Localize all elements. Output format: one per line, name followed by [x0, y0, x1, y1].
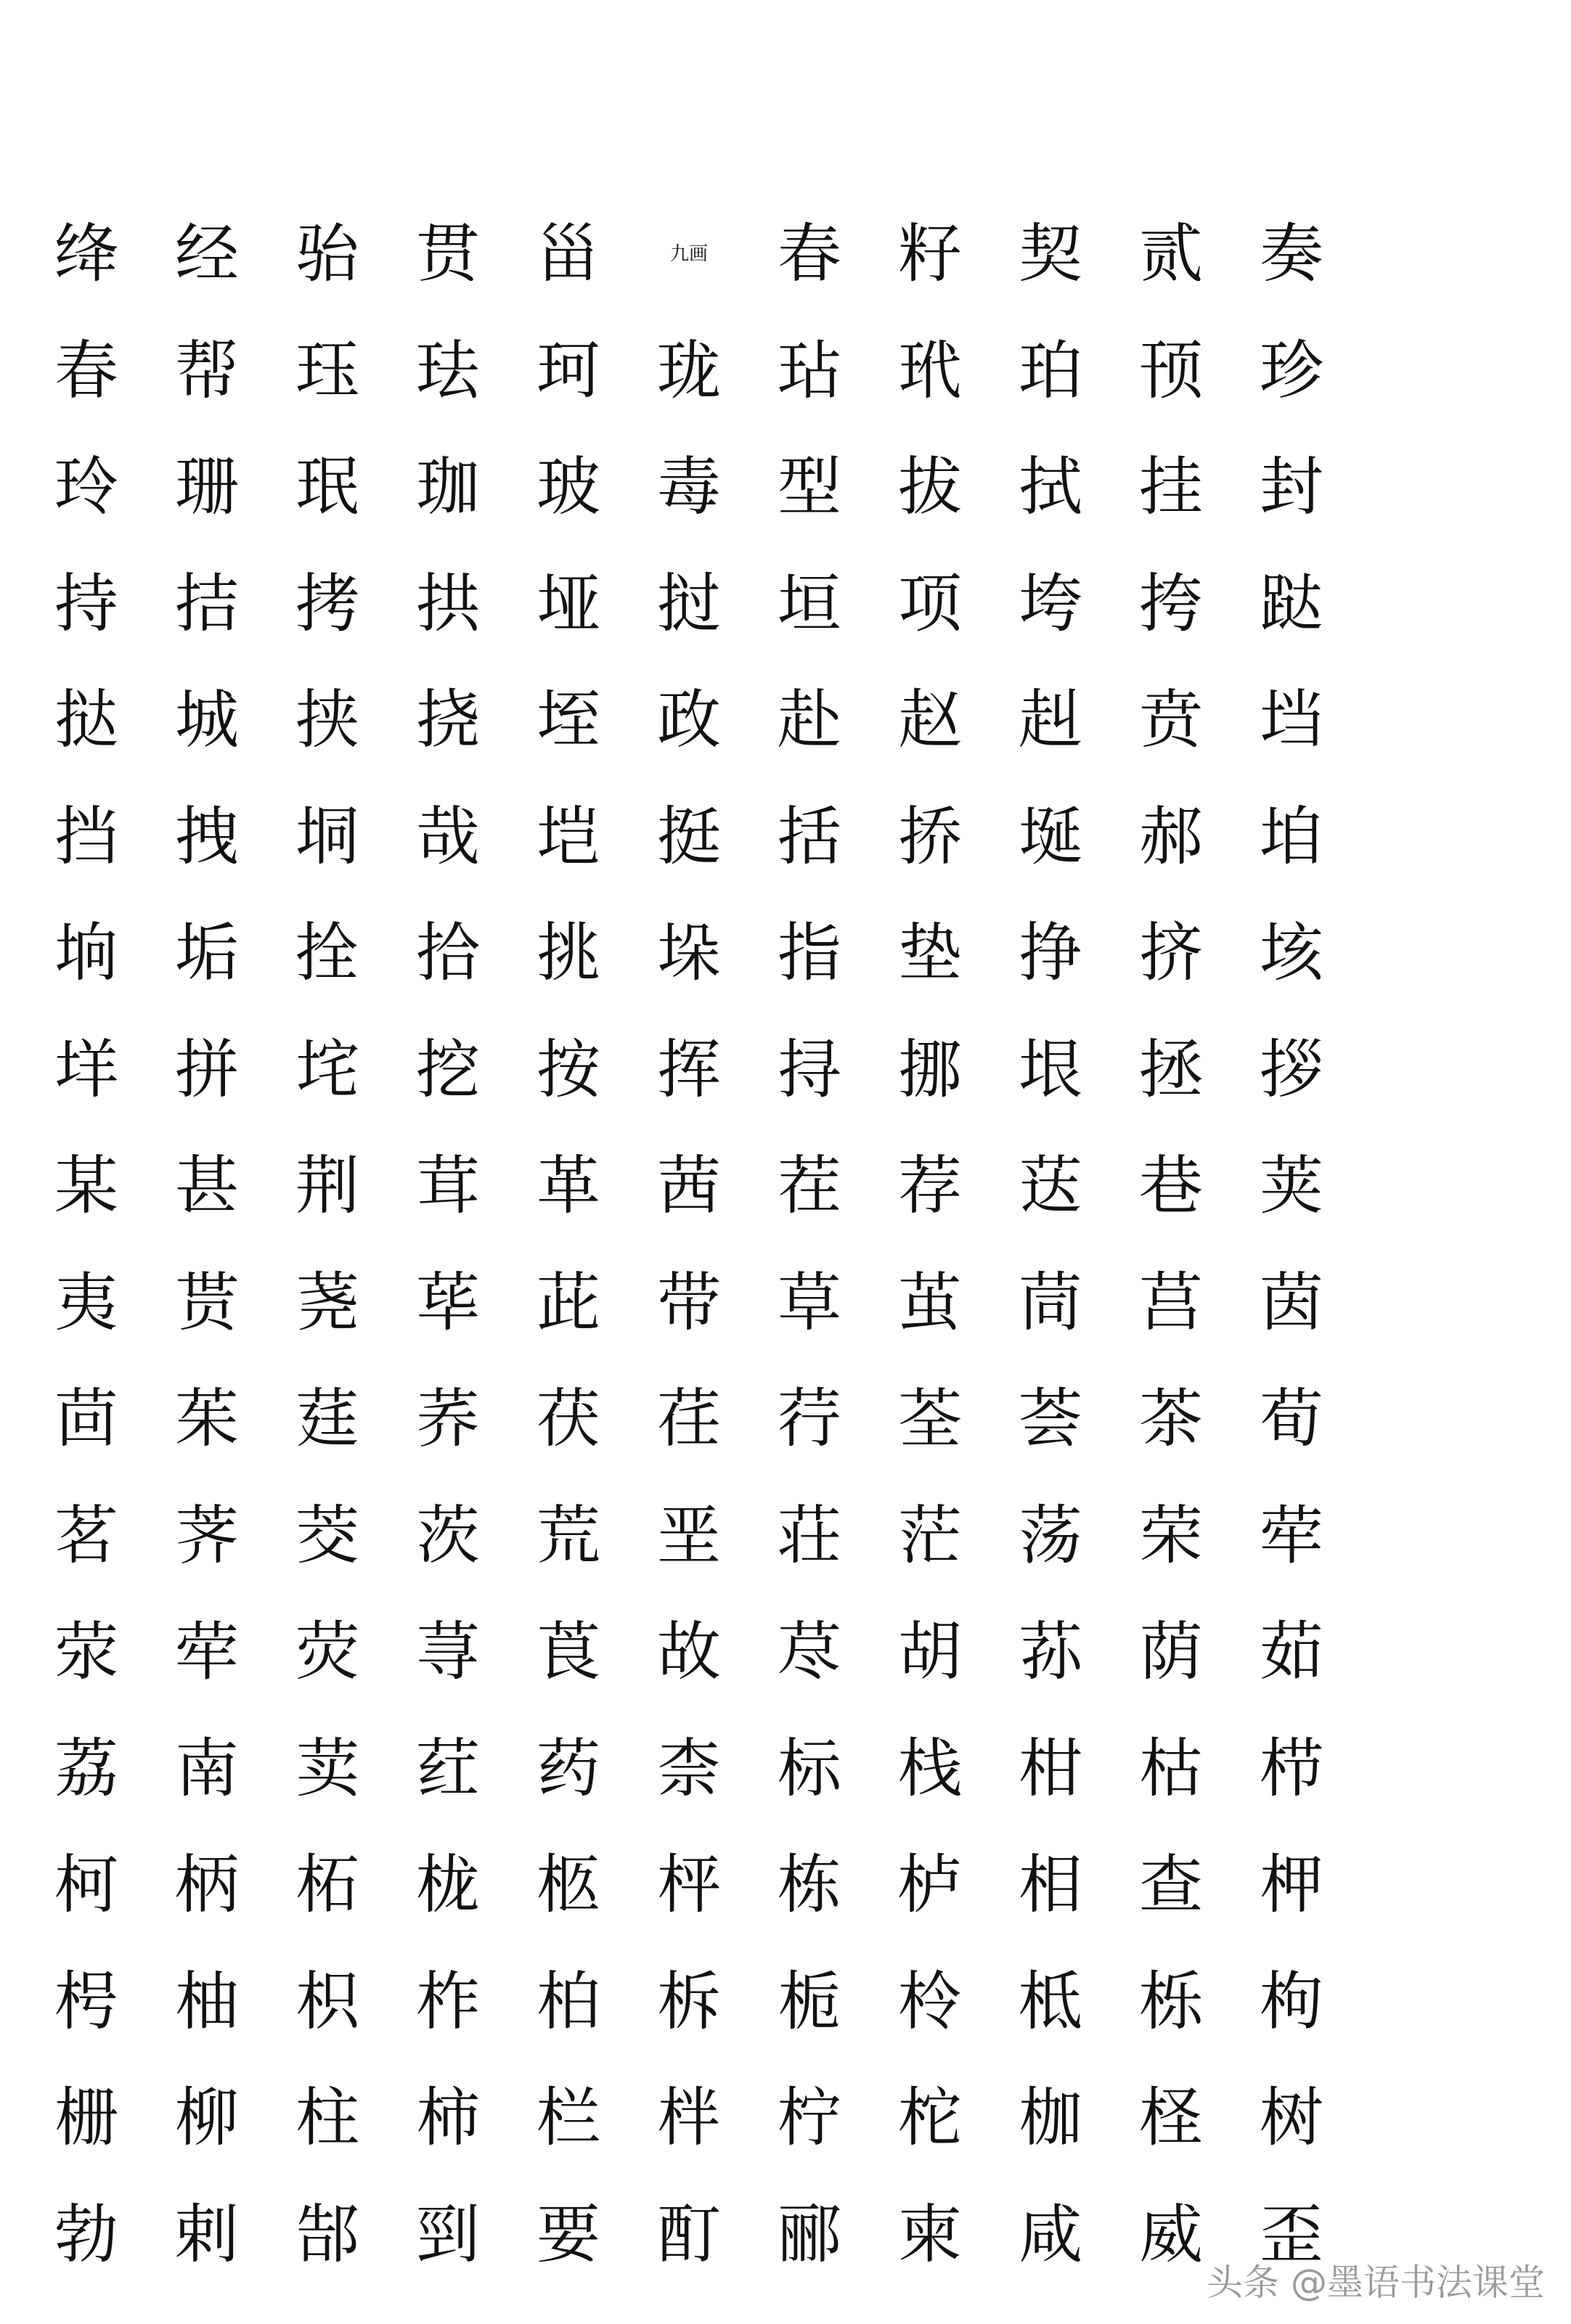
character-cell: 荆 — [295, 1148, 359, 1224]
character-cell: 柘 — [295, 1847, 359, 1923]
character-cell: 珍 — [1259, 332, 1323, 408]
character-cell: 枯 — [1138, 1730, 1203, 1806]
character-cell: 茫 — [897, 1497, 962, 1573]
character-cell: 垩 — [656, 1497, 721, 1573]
character-cell: 茗 — [54, 1497, 118, 1573]
character-cell: 夷 — [54, 1264, 118, 1340]
character-cell: 垍 — [1259, 798, 1323, 874]
character-cell: 荦 — [1259, 1497, 1323, 1573]
character-cell: 要 — [536, 2196, 600, 2272]
character-cell: 荃 — [897, 1381, 962, 1457]
character-cell: 荨 — [415, 1614, 480, 1690]
character-cell: 挥 — [656, 1031, 721, 1107]
character-cell: 柈 — [656, 2080, 721, 2156]
character-cell: 垟 — [54, 1031, 118, 1107]
character-cell: 荪 — [1018, 1614, 1082, 1690]
character-cell: 荙 — [1018, 1148, 1082, 1224]
character-cell: 相 — [1018, 1847, 1082, 1923]
character-cell: 型 — [777, 449, 841, 525]
character-cell: 荟 — [1018, 1381, 1082, 1457]
character-cell: 荛 — [295, 1264, 359, 1340]
watermark: 头条 @墨语书法课堂 — [1207, 2262, 1545, 2304]
character-cell: 跶 — [1259, 565, 1323, 641]
character-cell: 茯 — [536, 1381, 600, 1457]
character-cell: 赴 — [777, 682, 841, 758]
character-cell: 珉 — [295, 449, 359, 525]
character-cell: 栀 — [777, 1963, 841, 2039]
character-cell: 挖 — [415, 1031, 480, 1107]
character-cell: 荀 — [1259, 1381, 1323, 1457]
character-cell: 挞 — [54, 682, 118, 758]
character-cell: 茬 — [777, 1148, 841, 1224]
character-cell: 垓 — [1259, 915, 1323, 991]
character-cell: 垧 — [54, 915, 118, 991]
character-cell: 茴 — [54, 1381, 118, 1457]
character-cell: 查 — [1138, 1847, 1203, 1923]
character-cell: 荡 — [1018, 1497, 1082, 1573]
character-cell: 按 — [536, 1031, 600, 1107]
character-cell: 甾 — [536, 216, 600, 292]
character-cell: 挝 — [656, 565, 721, 641]
character-cell: 茨 — [415, 1497, 480, 1573]
character-cell: 栅 — [54, 2080, 118, 2156]
character-cell: 贰 — [1138, 216, 1203, 292]
character-cell: 标 — [777, 1730, 841, 1806]
character-cell: 柩 — [536, 1847, 600, 1923]
character-cell: 珏 — [295, 332, 359, 408]
character-cell: 柰 — [656, 1730, 721, 1806]
character-cell: 经 — [174, 216, 239, 292]
character-cell: 荘 — [777, 1497, 841, 1573]
character-cell: 柢 — [1018, 1963, 1082, 2039]
character-cell: 带 — [656, 1264, 721, 1340]
character-cell: 枳 — [295, 1963, 359, 2039]
character-cell: 某 — [54, 1148, 118, 1224]
character-cell: 拱 — [415, 565, 480, 641]
character-cell: 赵 — [897, 682, 962, 758]
character-cell: 项 — [897, 565, 962, 641]
character-cell: 柯 — [54, 1847, 118, 1923]
character-cell: 拷 — [295, 565, 359, 641]
character-cell: 荐 — [897, 1148, 962, 1224]
character-cell: 柿 — [415, 2080, 480, 2156]
character-cell: 玳 — [897, 332, 962, 408]
character-cell: 茈 — [536, 1264, 600, 1340]
character-cell: 骀 — [295, 216, 359, 292]
character-cell: 拼 — [174, 1031, 239, 1107]
character-cell: 南 — [174, 1730, 239, 1806]
stroke-count-heading: 九画 — [669, 243, 708, 266]
character-cell: 籽 — [897, 216, 962, 292]
character-cell: 枰 — [656, 1847, 721, 1923]
character-cell: 城 — [174, 682, 239, 758]
character-cell: 荠 — [174, 1497, 239, 1573]
character-cell: 珑 — [656, 332, 721, 408]
character-cell: 荦 — [174, 1614, 239, 1690]
character-cell: 勃 — [54, 2196, 118, 2272]
character-cell: 垞 — [295, 1031, 359, 1107]
character-cell: 巷 — [1138, 1148, 1203, 1224]
character-cell: 垱 — [1259, 682, 1323, 758]
character-cell: 珈 — [415, 449, 480, 525]
character-grid — [26, 196, 1362, 2293]
character-cell: 玲 — [54, 449, 118, 525]
character-cell: 荩 — [777, 1614, 841, 1690]
character-cell: 指 — [777, 915, 841, 991]
character-cell: 茶 — [1138, 1381, 1203, 1457]
character-cell: 荣 — [1138, 1497, 1203, 1573]
character-cell: 荜 — [415, 1264, 480, 1340]
character-cell: 拭 — [1018, 449, 1082, 525]
character-cell: 荔 — [54, 1730, 118, 1806]
character-cell: 荞 — [415, 1381, 480, 1457]
character-cell: 拔 — [897, 449, 962, 525]
character-cell: 括 — [777, 798, 841, 874]
character-cell: 茵 — [1259, 1264, 1323, 1340]
character-cell: 垭 — [536, 565, 600, 641]
character-cell: 莒 — [1138, 1264, 1203, 1340]
character-cell: 拽 — [174, 798, 239, 874]
character-cell: 赳 — [1018, 682, 1082, 758]
character-cell: 树 — [1259, 2080, 1323, 2156]
character-cell: 挤 — [1138, 915, 1203, 991]
character-cell: 贯 — [415, 216, 480, 292]
character-cell: 挑 — [536, 915, 600, 991]
character-cell: 剄 — [415, 2196, 480, 2272]
character-cell: 栌 — [897, 1847, 962, 1923]
character-cell: 拾 — [415, 915, 480, 991]
character-cell: 挦 — [777, 1031, 841, 1107]
character-cell: 枵 — [54, 1963, 118, 2039]
character-cell: 垣 — [777, 565, 841, 641]
character-cell: 挺 — [656, 798, 721, 874]
character-cell: 甚 — [174, 1148, 239, 1224]
character-cell: 栊 — [415, 1847, 480, 1923]
character-cell: 药 — [536, 1730, 600, 1806]
character-cell: 玻 — [536, 449, 600, 525]
character-cell: 荬 — [295, 1730, 359, 1806]
character-cell: 封 — [1259, 449, 1323, 525]
character-cell: 柞 — [415, 1963, 480, 2039]
character-cell: 莛 — [295, 1381, 359, 1457]
character-cell: 挟 — [295, 682, 359, 758]
character-cell: 奏 — [1259, 216, 1323, 292]
character-cell: 栋 — [777, 1847, 841, 1923]
character-cell: 帮 — [174, 332, 239, 408]
character-cell: 挠 — [415, 682, 480, 758]
character-cell: 挣 — [1018, 915, 1082, 991]
character-cell: 柁 — [897, 2080, 962, 2156]
character-cell: 柙 — [1259, 1847, 1323, 1923]
character-cell: 柏 — [536, 1963, 600, 2039]
character-cell: 政 — [656, 682, 721, 758]
character-cell: 垮 — [1018, 565, 1082, 641]
character-cell: 垫 — [897, 915, 962, 991]
character-cell: 茭 — [295, 1497, 359, 1573]
character-cell: 栈 — [897, 1730, 962, 1806]
character-cell: 挪 — [897, 1031, 962, 1107]
character-cell: 柳 — [174, 2080, 239, 2156]
character-cell: 贳 — [174, 1264, 239, 1340]
character-cell: 栉 — [1259, 1730, 1323, 1806]
character-cell: 郝 — [1138, 798, 1203, 874]
character-cell: 埏 — [1018, 798, 1082, 874]
character-cell: 哉 — [415, 798, 480, 874]
character-cell: 荫 — [1138, 1614, 1203, 1690]
character-cell: 垲 — [536, 798, 600, 874]
character-cell: 茹 — [1259, 1614, 1323, 1690]
character-cell: 酊 — [656, 2196, 721, 2272]
character-cell: 春 — [54, 332, 118, 408]
character-cell: 拴 — [295, 915, 359, 991]
character-cell: 柱 — [295, 2080, 359, 2156]
character-cell: 拮 — [174, 565, 239, 641]
character-cell: 拯 — [1138, 1031, 1203, 1107]
character-cell: 玷 — [777, 332, 841, 408]
character-cell: 垢 — [174, 915, 239, 991]
character-cell: 革 — [536, 1148, 600, 1224]
character-cell: 贲 — [1138, 682, 1203, 758]
character-cell: 威 — [1138, 2196, 1203, 2272]
character-cell: 莨 — [536, 1614, 600, 1690]
character-cell: 柽 — [1138, 2080, 1203, 2156]
character-cell: 柬 — [897, 2196, 962, 2272]
character-cell: 茸 — [415, 1148, 480, 1224]
character-cell: 柠 — [777, 2080, 841, 2156]
character-cell: 荏 — [656, 1381, 721, 1457]
character-cell: 茜 — [656, 1148, 721, 1224]
character-cell: 荇 — [777, 1381, 841, 1457]
character-cell: 栎 — [1138, 1963, 1203, 2039]
character-cell: 荧 — [295, 1614, 359, 1690]
character-cell: 垛 — [656, 915, 721, 991]
character-cell: 拶 — [1259, 1031, 1323, 1107]
character-cell: 垌 — [295, 798, 359, 874]
character-cell: 柄 — [174, 1847, 239, 1923]
character-cell: 荭 — [415, 1730, 480, 1806]
character-cell: 茧 — [897, 1264, 962, 1340]
character-cell: 荒 — [536, 1497, 600, 1573]
character-cell: 故 — [656, 1614, 721, 1690]
character-cell: 毒 — [656, 449, 721, 525]
character-cell: 柚 — [174, 1963, 239, 2039]
character-cell: 垤 — [536, 682, 600, 758]
character-cell: 垠 — [1018, 1031, 1082, 1107]
character-cell: 春 — [777, 216, 841, 292]
character-cell: 挡 — [54, 798, 118, 874]
character-cell: 枸 — [1259, 1963, 1323, 2039]
character-cell: 荚 — [1259, 1148, 1323, 1224]
character-cell: 持 — [54, 565, 118, 641]
character-cell: 珊 — [174, 449, 239, 525]
character-cell: 挂 — [1138, 449, 1203, 525]
character-cell: 柃 — [897, 1963, 962, 2039]
character-cell: 草 — [777, 1264, 841, 1340]
character-cell: 郦 — [777, 2196, 841, 2272]
character-cell: 枷 — [1018, 2080, 1082, 2156]
character-cell: 茼 — [1018, 1264, 1082, 1340]
character-cell: 柑 — [1018, 1730, 1082, 1806]
character-cell: 珂 — [536, 332, 600, 408]
character-cell: 栏 — [536, 2080, 600, 2156]
character-cell: 柝 — [656, 1963, 721, 2039]
character-cell: 荥 — [54, 1614, 118, 1690]
character-cell: 咸 — [1018, 2196, 1082, 2272]
character-cell: 挎 — [1138, 565, 1203, 641]
character-cell: 胡 — [897, 1614, 962, 1690]
character-cell: 契 — [1018, 216, 1082, 292]
character-cell: 顸 — [1138, 332, 1203, 408]
character-cell: 珐 — [415, 332, 480, 408]
character-cell: 剌 — [174, 2196, 239, 2272]
character-cell: 挢 — [897, 798, 962, 874]
character-cell: 郜 — [295, 2196, 359, 2272]
character-cell: 歪 — [1259, 2196, 1323, 2272]
character-cell: 绛 — [54, 216, 118, 292]
character-cell: 茱 — [174, 1381, 239, 1457]
character-cell: 珀 — [1018, 332, 1082, 408]
